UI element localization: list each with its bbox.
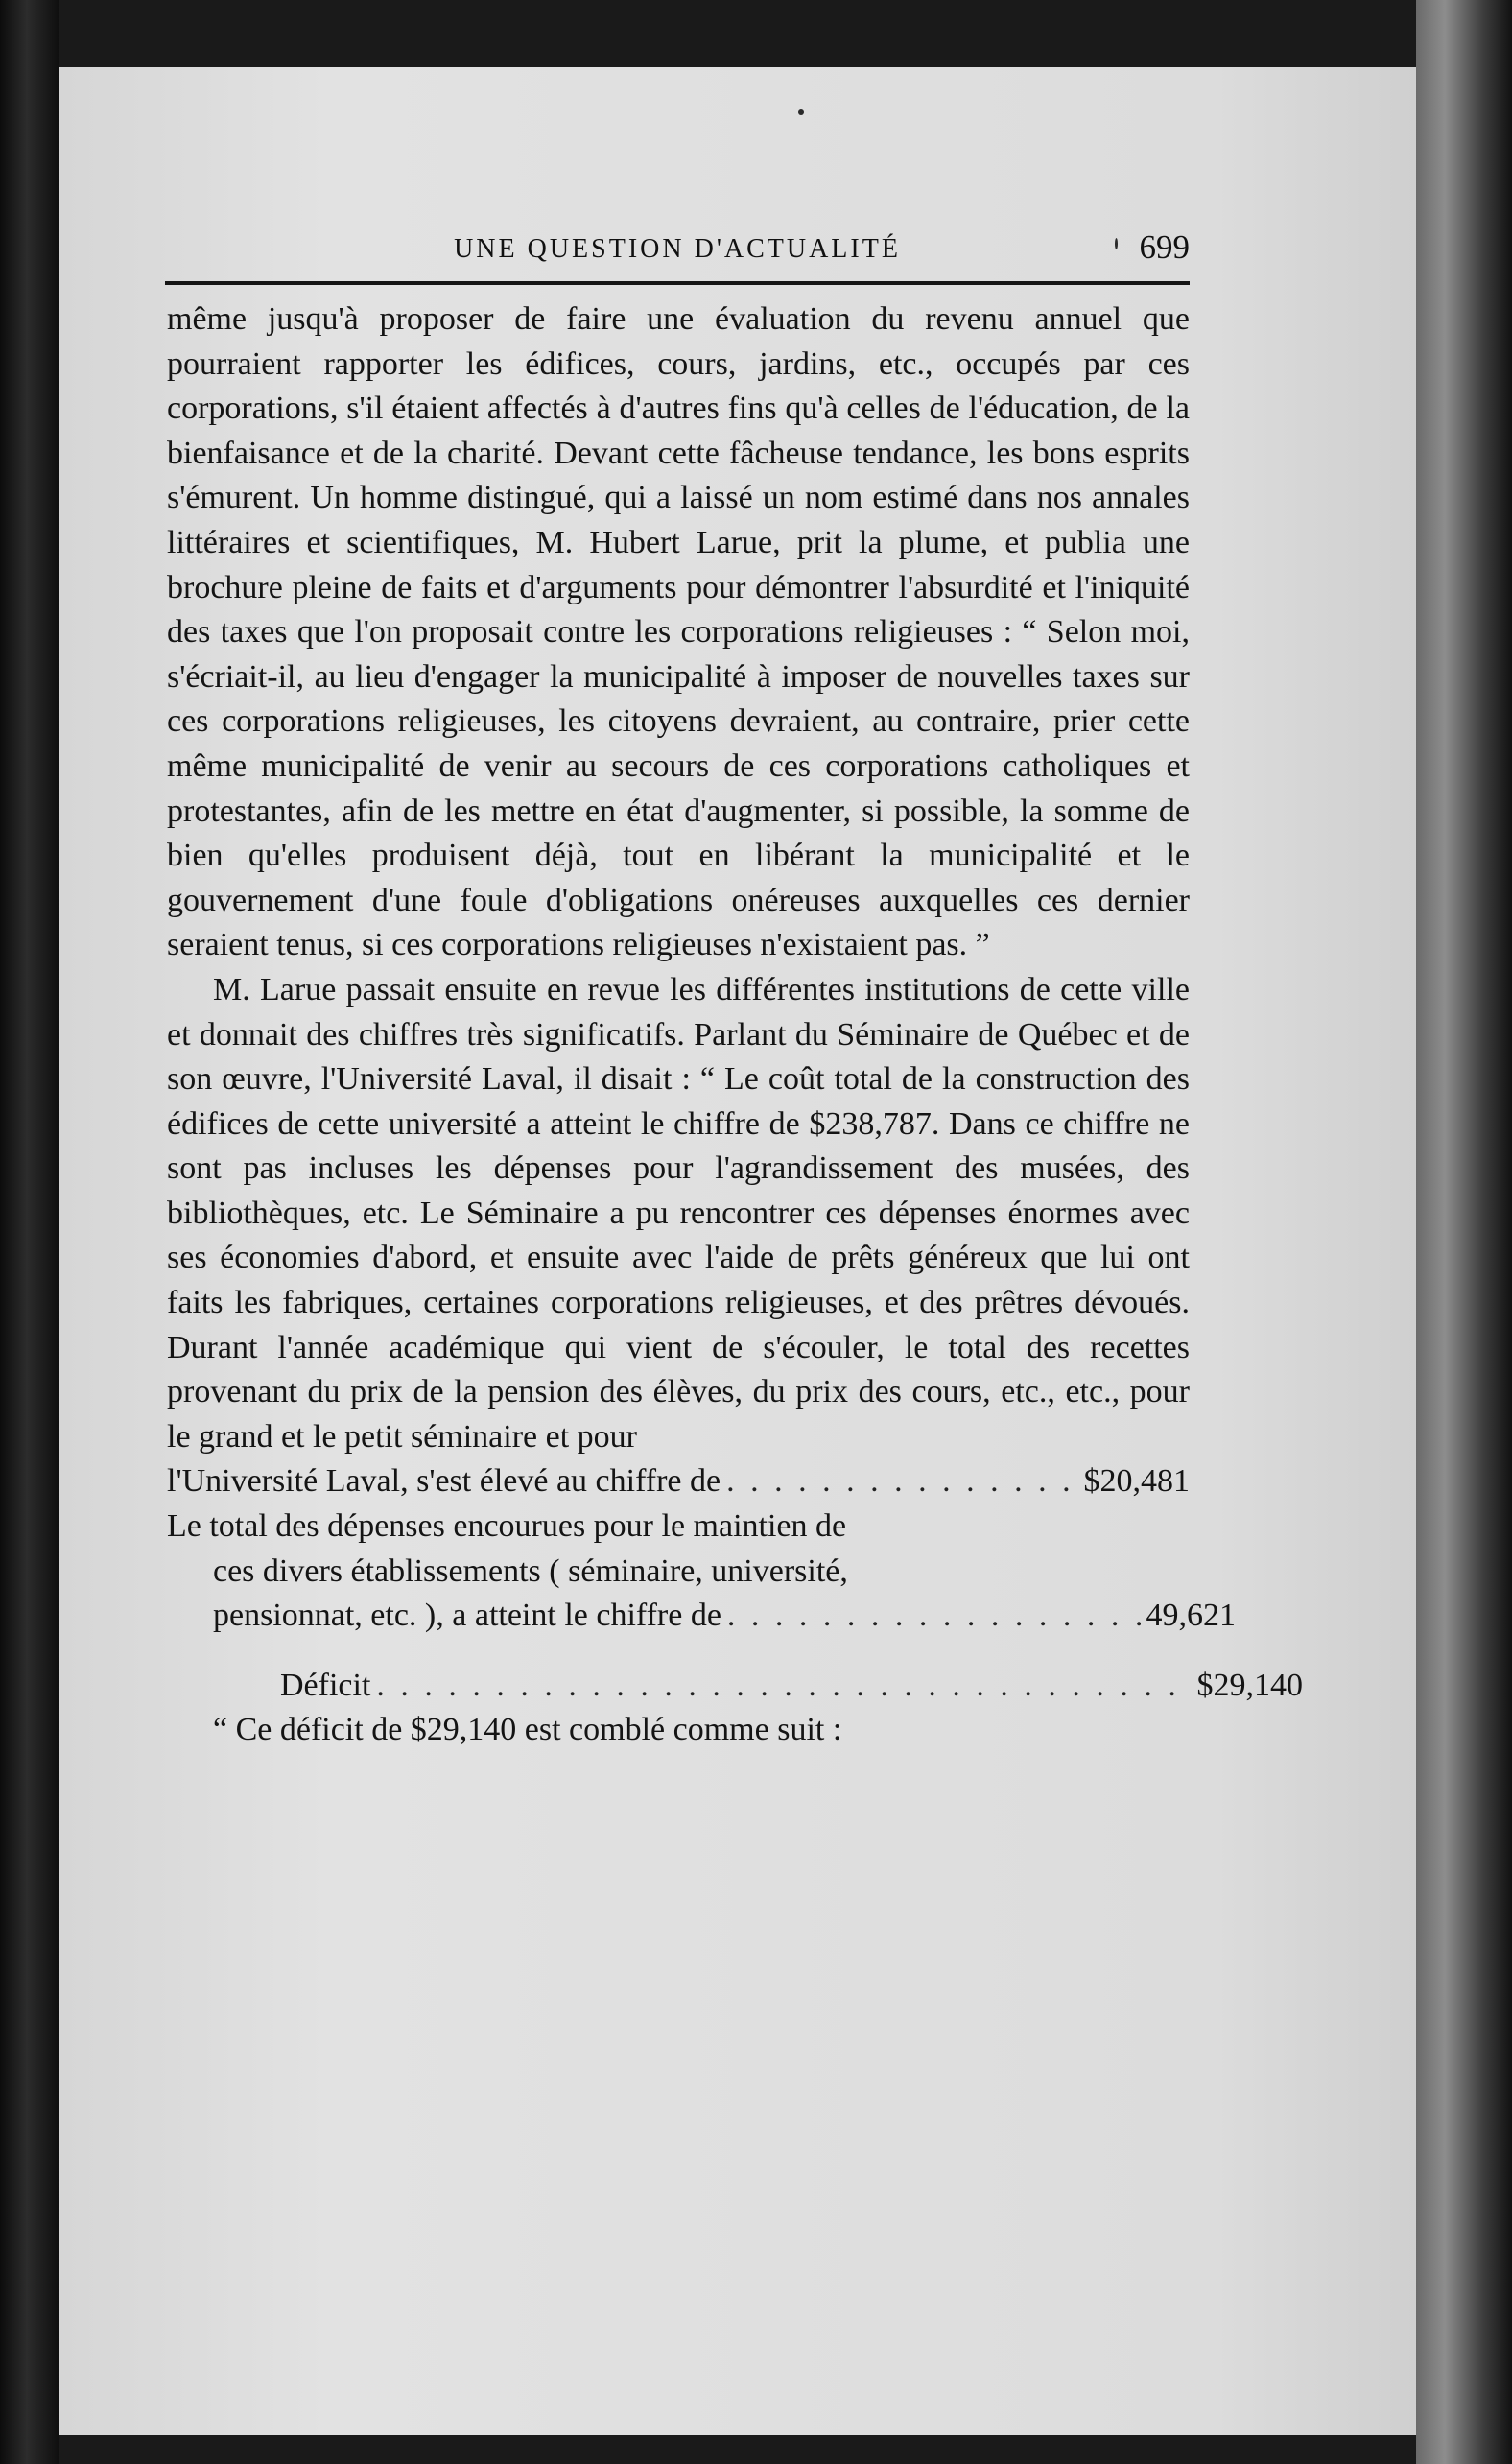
closing-line: “ Ce déficit de $29,140 est comblé comme suit : — [213, 1712, 842, 1748]
page-number: 699 — [1139, 228, 1190, 266]
expenses-label: pensionnat, etc. ), a atteint le chiffre de — [213, 1598, 721, 1634]
deficit-row — [167, 1664, 1303, 1709]
dot-leader — [727, 1594, 1141, 1639]
expenses-block — [167, 1504, 1236, 1639]
receipts-label: l'Université Laval, s'est élevé au chiffre de — [167, 1463, 721, 1500]
page-header — [165, 228, 1190, 296]
receipts-row — [167, 1459, 1190, 1504]
expenses-line: Le total des dépenses encourues pour le maintien de — [167, 1508, 847, 1545]
scan-speck — [798, 109, 804, 115]
dot-leader — [376, 1664, 1191, 1709]
header-rule — [165, 281, 1190, 285]
paragraph: même jusqu'à proposer de faire une évaluation du revenu annuel que pourraient rapporter les édifices, cours, jardins, etc., occupés par ces corporations, s'il étaient affectés à d'autres fins qu'à celles de l'éducation, de la bienfaisance et de la charité. Devant cette fâcheuse tendance, les bons esprits s'émurent. Un homme distingué, qui a laissé un nom estimé dans nos annales littéraires et scientifiques, M. Hubert Larue, prit la plume, et publia une brochure pleine de faits et d'arguments pour démontrer l'absurdité et l'iniquité des taxes que l'on proposait contre les corporations religieuses : “ Selon moi, s'écriait-il, au lieu d'engager la municipalité à imposer de nouvelles taxes sur ces corporations religieuses, les citoyens devraient, au contraire, prier cette même municipalité de venir au secours de ces corporations catholiques et protestantes, afin de les mettre en état d'augmenter, si possible, la somme de bien qu'elles produisent déjà, tout en libérant la municipalité et le gouvernement d'une foule d'obligations onéreuses auxquelles ces dernier seraient tenus, si ces corporations religieuses n'existaient pas. ” — [167, 301, 1190, 963]
deficit-amount: $29,140 — [1196, 1667, 1303, 1703]
body-text — [167, 297, 1303, 1753]
dot-leader — [726, 1459, 1077, 1504]
expenses-line: ces divers établissements ( séminaire, université, — [213, 1552, 848, 1589]
scan-left-margin — [0, 0, 59, 2464]
deficit-label: Déficit — [280, 1667, 371, 1703]
paragraph: M. Larue passait ensuite en revue les différentes institutions de cette ville et donnait des chiffres très significatifs. Parlant du Séminaire de Québec et de son œuvre, l'Université Laval, il disait : “ Le coût total de la construction des édifices de cette université a atteint le chiffre de $238,787. Dans ce chiffre ne sont pas incluses les dépenses pour l'agrandissement des musées, des bibliothèques, etc. Le Séminaire a pu rencontrer ces dépenses énormes avec ses économies d'abord, et ensuite avec l'aide de prêts généreux que lui ont faits les fabriques, certaines corporations religieuses, et des prêtres dévoués. Durant l'année académique qui vient de s'écouler, le total des recettes provenant du prix de la pension des élèves, du prix des cours, etc., etc., pour le grand et le petit séminaire et pour — [167, 971, 1190, 1455]
spacer — [167, 1639, 1190, 1664]
expenses-amount: 49,621 — [1146, 1598, 1236, 1634]
expenses-row — [167, 1594, 1236, 1639]
running-title: UNE QUESTION D'ACTUALITÉ — [454, 234, 901, 264]
receipts-amount: $20,481 — [1083, 1463, 1190, 1500]
scan-right-edge — [1416, 0, 1512, 2464]
